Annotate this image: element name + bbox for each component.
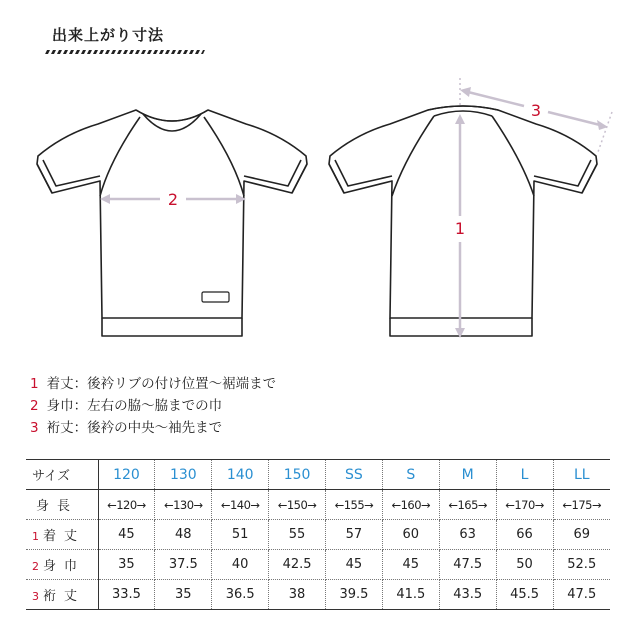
table-cell: ←155→	[326, 490, 383, 520]
row-label	[26, 580, 98, 610]
table-cell: ←130→	[155, 490, 212, 520]
row-label-text: 身巾	[43, 559, 86, 574]
size-header-label: サイズ	[26, 460, 98, 490]
note-body-length	[30, 373, 276, 395]
table-cell: 47.5	[439, 550, 496, 580]
table-row-height	[26, 490, 610, 520]
table-cell: ←140→	[212, 490, 269, 520]
table-cell: ←120→	[98, 490, 155, 520]
front-raglan-seam-right	[204, 117, 244, 196]
note-text: 着丈：後衿リブの付け位置〜裾端まで	[46, 376, 277, 392]
row-number: 3	[32, 590, 39, 603]
table-cell: 47.5	[553, 580, 610, 610]
table-cell: 42.5	[269, 550, 326, 580]
note-text: 身巾：左右の脇〜脇までの巾	[46, 398, 223, 414]
table-cell: 50	[496, 550, 553, 580]
table-cell: 33.5	[98, 580, 155, 610]
table-cell: 39.5	[326, 580, 383, 610]
table-cell: ←160→	[382, 490, 439, 520]
back-sleeve-cuff-right	[534, 160, 597, 193]
row-number: 2	[32, 560, 39, 573]
front-label-patch	[202, 292, 229, 302]
garment-diagram	[0, 60, 640, 350]
page-heading: 出来上がり寸法	[52, 26, 165, 44]
size-header-row	[26, 460, 610, 490]
row-label-text: 身長	[36, 499, 79, 514]
table-cell: 37.5	[155, 550, 212, 580]
table-cell: ←170→	[496, 490, 553, 520]
table-cell: 55	[269, 520, 326, 550]
table-cell: 41.5	[382, 580, 439, 610]
table-cell: 36.5	[212, 580, 269, 610]
row-label-text: 裄丈	[43, 589, 86, 604]
table-cell: 69	[553, 520, 610, 550]
table-cell: ←165→	[439, 490, 496, 520]
table-cell: 51	[212, 520, 269, 550]
body-length-label: 1	[454, 219, 466, 238]
note-sleeve-length	[30, 417, 276, 439]
size-header-cell: M	[439, 460, 496, 490]
heading-underline	[45, 50, 205, 54]
front-sleeve-cuff-left	[37, 160, 100, 193]
table-row-body-length	[26, 520, 610, 550]
measurement-notes	[30, 373, 276, 439]
table-cell: ←175→	[553, 490, 610, 520]
size-header-cell: S	[382, 460, 439, 490]
front-hem-rib	[102, 318, 242, 336]
size-header-cell: 130	[155, 460, 212, 490]
size-header-cell: L	[496, 460, 553, 490]
table-cell: 45	[326, 550, 383, 580]
note-text: 裄丈：後衿の中央〜袖先まで	[46, 420, 223, 436]
size-header-cell: SS	[326, 460, 383, 490]
table-cell: 35	[98, 550, 155, 580]
table-cell: 66	[496, 520, 553, 550]
note-chest-width	[30, 395, 276, 417]
front-raglan-seam-left	[100, 117, 140, 196]
table-cell: 35	[155, 580, 212, 610]
sleeve-length-label: 3	[530, 101, 542, 120]
table-cell: 38	[269, 580, 326, 610]
front-collar-rib	[136, 110, 208, 131]
chest-width-label: 2	[167, 190, 179, 209]
table-cell: 60	[382, 520, 439, 550]
table-cell: 48	[155, 520, 212, 550]
table-cell: 57	[326, 520, 383, 550]
back-collar-rib	[428, 106, 498, 116]
back-sleeve-cuff-left	[329, 160, 392, 193]
table-cell: 52.5	[553, 550, 610, 580]
note-number: 2	[30, 398, 39, 414]
front-body-outline	[37, 110, 307, 318]
back-raglan-seam-left	[392, 116, 434, 196]
table-cell: 63	[439, 520, 496, 550]
table-cell: 45.5	[496, 580, 553, 610]
front-sleeve-cuff-right	[244, 160, 307, 193]
front-tshirt	[37, 110, 307, 336]
size-header-cell: 120	[98, 460, 155, 490]
size-header-cell: LL	[553, 460, 610, 490]
table-row-sleeve-length	[26, 580, 610, 610]
note-number: 1	[30, 376, 39, 392]
table-cell: 40	[212, 550, 269, 580]
table-cell: 43.5	[439, 580, 496, 610]
size-table	[26, 459, 610, 610]
back-raglan-seam-right	[492, 116, 534, 196]
size-header-cell: 150	[269, 460, 326, 490]
row-label	[26, 550, 98, 580]
table-cell: ←150→	[269, 490, 326, 520]
table-cell: 45	[382, 550, 439, 580]
note-number: 3	[30, 420, 39, 436]
table-cell: 45	[98, 520, 155, 550]
back-body-outline	[329, 106, 597, 318]
row-label	[26, 490, 98, 520]
row-label	[26, 520, 98, 550]
size-header-cell: 140	[212, 460, 269, 490]
row-label-text: 着丈	[43, 529, 86, 544]
table-row-chest-width	[26, 550, 610, 580]
row-number: 1	[32, 530, 39, 543]
